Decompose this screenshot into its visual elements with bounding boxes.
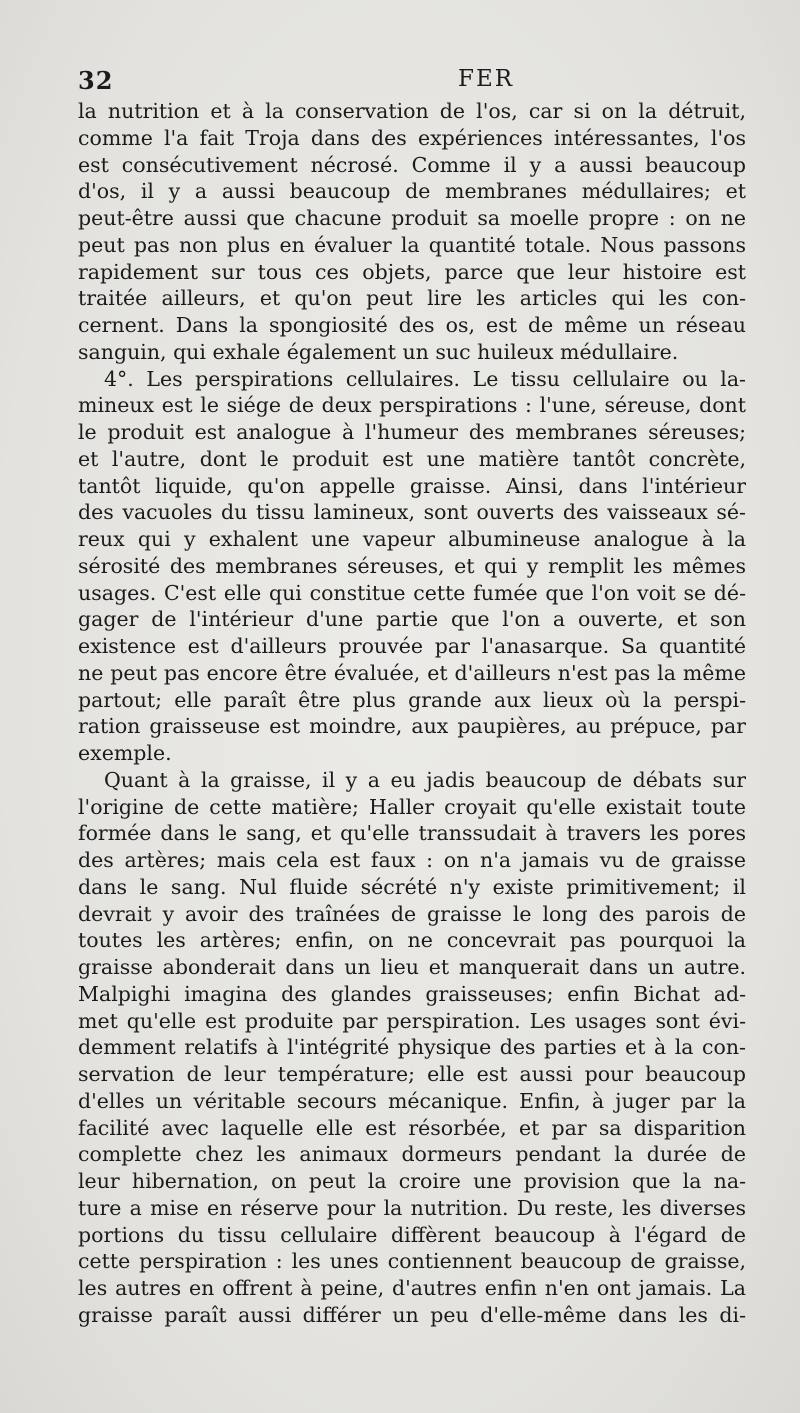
paragraph <box>78 767 746 1329</box>
text-line: toutes les artères; enfin, on ne concevrait pas pourquoi la <box>78 928 746 953</box>
text-line: Malpighi imagina des glandes graisseuses; enfin Bichat ad- <box>78 981 746 1006</box>
text-line: cernent. Dans la spongiosité des os, est de même un réseau <box>78 313 746 337</box>
text-line: ne peut pas encore être évaluée, et d'ailleurs n'est pas la même <box>78 660 746 685</box>
text-line: peut-être aussi que chacune produit sa moelle propre : on ne <box>78 206 746 230</box>
text-line: met qu'elle est produite par perspiration. Les usages sont évi- <box>78 1008 746 1033</box>
text-line: rapidement sur tous ces objets, parce que leur histoire est <box>78 259 746 284</box>
text-line: ture a mise en réserve pour la nutrition. Du reste, les diverses <box>78 1195 746 1220</box>
text-line: facilité avec laquelle elle est résorbée, et par sa disparition <box>78 1115 746 1140</box>
text-line: gager de l'intérieur d'une partie que l'on a ouverte, et son <box>78 607 746 632</box>
text-line: d'os, il y a aussi beaucoup de membranes médullaires; et <box>78 179 746 204</box>
text-line: sérosité des membranes séreuses, et qui y remplit les mêmes <box>78 553 746 578</box>
text-line: demment relatifs à l'intégrité physique des parties et à la con- <box>78 1035 746 1060</box>
text-line: 4°. Les perspirations cellulaires. Le tissu cellulaire ou la- <box>104 366 746 391</box>
text-line: tantôt liquide, qu'on appelle graisse. Ainsi, dans l'intérieur <box>78 473 746 498</box>
text-line: le produit est analogue à l'humeur des membranes séreuses; <box>78 420 746 444</box>
text-line: devrait y avoir des traînées de graisse le long des parois de <box>78 901 746 926</box>
text-line: formée dans le sang, et qu'elle transsudait à travers les pores <box>78 821 746 846</box>
text-line: complette chez les animaux dormeurs pendant la durée de <box>78 1142 746 1167</box>
text-line: exemple. <box>78 741 172 765</box>
page-header <box>78 66 738 96</box>
text-line: graisse paraît aussi différer un peu d'elle-même dans les di- <box>78 1302 746 1327</box>
text-line: et l'autre, dont le produit est une matière tantôt concrète, <box>78 446 746 471</box>
text-line: leur hibernation, on peut la croire une provision que la na- <box>78 1169 746 1193</box>
text-line: Quant à la graisse, il y a eu jadis beaucoup de débats sur <box>104 767 746 792</box>
text-line: existence est d'ailleurs prouvée par l'anasarque. Sa quantité <box>78 634 746 658</box>
text-line: usages. C'est elle qui constitue cette fumée que l'on voit se dé- <box>78 580 746 605</box>
text-line: des artères; mais cela est faux : on n'a jamais vu de graisse <box>78 848 746 872</box>
paragraph <box>78 366 746 767</box>
text-line: ration graisseuse est moindre, aux paupières, au prépuce, par <box>78 714 746 739</box>
text-line: graisse abonderait dans un lieu et manquerait dans un autre. <box>78 955 746 979</box>
text-line: partout; elle paraît être plus grande aux lieux où la perspi- <box>78 687 746 712</box>
text-line: peut pas non plus en évaluer la quantité totale. Nous passons <box>78 232 746 257</box>
text-line: traitée ailleurs, et qu'on peut lire les articles qui les con- <box>78 286 746 311</box>
text-line: comme l'a fait Troja dans des expériences intéressantes, l'os <box>78 125 746 150</box>
text-line: les autres en offrent à peine, d'autres enfin n'en ont jamais. La <box>78 1276 746 1300</box>
text-line: dans le sang. Nul fluide sécrété n'y existe primitivement; il <box>78 874 746 899</box>
text-line: sanguin, qui exhale également un suc huileux médullaire. <box>78 339 679 364</box>
running-head: FER <box>458 66 515 92</box>
text-line: mineux est le siége de deux perspirations : l'une, séreuse, dont <box>78 393 746 418</box>
text-line: est consécutivement nécrosé. Comme il y a aussi beaucoup <box>78 152 746 177</box>
text-line: servation de leur température; elle est aussi pour beaucoup <box>78 1062 746 1086</box>
text-line: reux qui y exhalent une vapeur albumineuse analogue à la <box>78 527 746 551</box>
body-text <box>78 98 746 1329</box>
page-number: 32 <box>78 66 114 95</box>
text-line: cette perspiration : les unes contiennent beaucoup de graisse, <box>78 1249 746 1274</box>
text-line: l'origine de cette matière; Haller croyait qu'elle existait toute <box>78 794 746 819</box>
paragraph <box>78 98 746 366</box>
text-line: portions du tissu cellulaire diffèrent beaucoup à l'égard de <box>78 1222 746 1247</box>
text-line: la nutrition et à la conservation de l'os, car si on la détruit, <box>78 99 746 123</box>
text-line: des vacuoles du tissu lamineux, sont ouverts des vaisseaux sé- <box>78 500 746 525</box>
text-line: d'elles un véritable secours mécanique. Enfin, à juger par la <box>78 1088 746 1113</box>
